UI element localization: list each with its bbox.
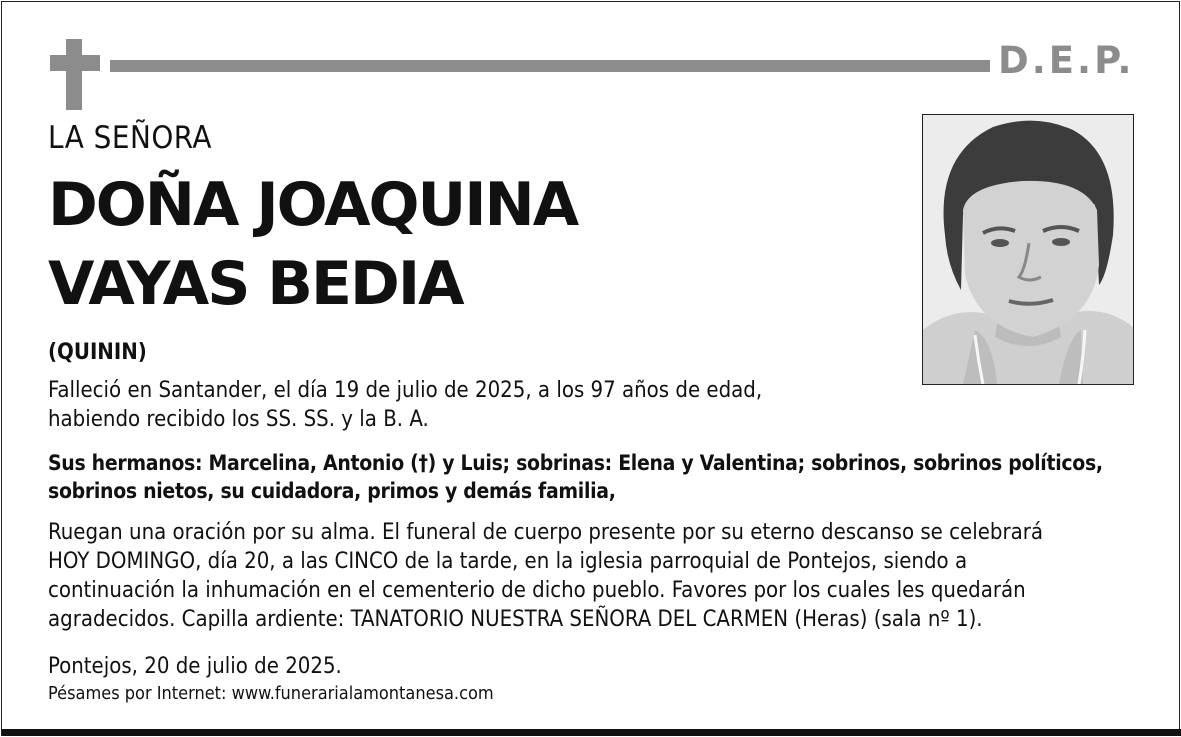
portrait-photo (922, 114, 1134, 385)
funeral-line: HOY DOMINGO, día 20, a las CINCO de la tarde, en la iglesia parroquial de Pontejos, siendo a (48, 549, 968, 574)
deceased-nickname: (QUININ) (48, 340, 147, 365)
deceased-name-line2: VAYAS BEDIA (48, 249, 463, 319)
funeral-line: continuación la inhumación en el cementerio de dicho pueblo. Favores por los cuales les quedarán (48, 578, 1026, 603)
family-line: sobrinos nietos, su cuidadora, primos y demás familia, (48, 479, 616, 503)
family-list (48, 449, 1158, 505)
death-announcement (48, 376, 868, 434)
bottom-rule (2, 729, 1181, 736)
deceased-name-line1: DOÑA JOAQUINA (48, 170, 578, 240)
header-rule (110, 60, 990, 72)
funeral-line: Ruegan una oración por su alma. El funeral de cuerpo presente por su eterno descanso se celebrará (48, 520, 1043, 545)
deceased-title: LA SEÑORA (48, 120, 212, 156)
death-line: habiendo recibido los SS. SS. y la B. A. (48, 407, 429, 432)
portrait-image (923, 115, 1133, 384)
obituary-notice (1, 1, 1180, 736)
funeral-line: agradecidos. Capilla ardiente: TANATORIO NUESTRA SEÑORA DEL CARMEN (Heras) (sala nº 1). (48, 607, 983, 632)
place-date: Pontejos, 20 de julio de 2025. (48, 654, 342, 679)
funeral-details (48, 518, 1148, 634)
deceased-name (48, 166, 577, 324)
dep-heading: D.E.P. (998, 39, 1135, 82)
condolences-website: Pésames por Internet: www.funerarialamontanesa.com (48, 683, 494, 704)
cross-icon-bar (50, 55, 100, 71)
death-line: Falleció en Santander, el día 19 de julio de 2025, a los 97 años de edad, (48, 378, 763, 403)
cross-icon (66, 39, 82, 110)
family-line: Sus hermanos: Marcelina, Antonio (†) y Luis; sobrinas: Elena y Valentina; sobrinos, sobrinos políticos, (48, 451, 1103, 475)
